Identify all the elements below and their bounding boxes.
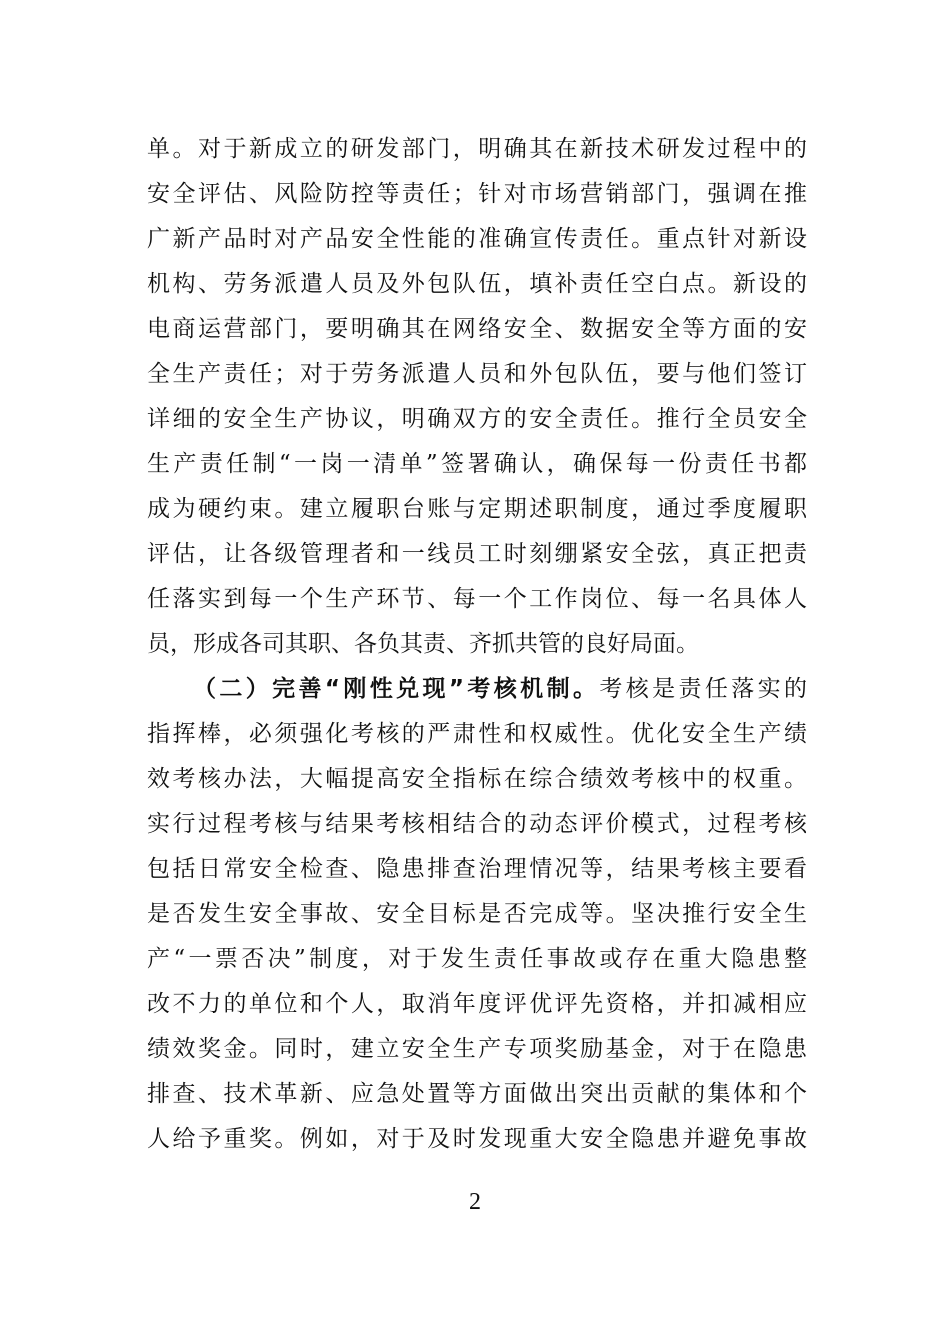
text-line: 安全评估、风险防控等责任；针对市场营销部门，强调在推 bbox=[147, 181, 807, 207]
text-line: 产“一票否决”制度，对于发生责任事故或存在重大隐患整 bbox=[147, 946, 807, 972]
text-line: 机构、劳务派遣人员及外包队伍，填补责任空白点。新设的 bbox=[147, 271, 807, 297]
heading-line-text: 考核是责任落实的 bbox=[599, 676, 807, 702]
text-line: 指挥棒，必须强化考核的严肃性和权威性。优化安全生产绩 bbox=[147, 721, 807, 747]
text-line: 实行过程考核与结果考核相结合的动态评价模式，过程考核 bbox=[147, 811, 807, 837]
paragraph-1 bbox=[147, 127, 807, 667]
section-heading: （二）完善“刚性兑现”考核机制。 bbox=[193, 676, 600, 702]
text-line: 评估，让各级管理者和一线员工时刻绷紧安全弦，真正把责 bbox=[147, 541, 807, 567]
text-line: 广新产品时对产品安全性能的准确宣传责任。重点针对新设 bbox=[147, 226, 807, 252]
text-line: 是否发生安全事故、安全目标是否完成等。坚决推行安全生 bbox=[147, 901, 807, 927]
text-line: 生产责任制“一岗一清单”签署确认，确保每一份责任书都 bbox=[147, 451, 807, 477]
text-line: 电商运营部门，要明确其在网络安全、数据安全等方面的安 bbox=[147, 316, 807, 342]
text-line: 任落实到每一个生产环节、每一个工作岗位、每一名具体人 bbox=[147, 586, 807, 612]
text-line: 改不力的单位和个人，取消年度评优评先资格，并扣减相应 bbox=[147, 991, 807, 1017]
text-line: 成为硬约束。建立履职台账与定期述职制度，通过季度履职 bbox=[147, 496, 807, 522]
text-line: 排查、技术革新、应急处置等方面做出突出贡献的集体和个 bbox=[147, 1081, 807, 1107]
paragraph-first-line bbox=[147, 667, 807, 712]
body-text bbox=[147, 127, 807, 1162]
text-line: 效考核办法，大幅提高安全指标在综合绩效考核中的权重。 bbox=[147, 766, 807, 792]
page-number: 2 bbox=[469, 1189, 481, 1215]
text-line: 绩效奖金。同时，建立安全生产专项奖励基金，对于在隐患 bbox=[147, 1036, 807, 1062]
text-line: 员，形成各司其职、各负其责、齐抓共管的良好局面。 bbox=[147, 631, 699, 657]
text-line: 包括日常安全检查、隐患排查治理情况等，结果考核主要看 bbox=[147, 856, 807, 882]
text-line: 详细的安全生产协议，明确双方的安全责任。推行全员安全 bbox=[147, 406, 807, 432]
paragraph-2 bbox=[147, 667, 807, 1162]
text-line: 人给予重奖。例如，对于及时发现重大安全隐患并避免事故 bbox=[147, 1126, 807, 1152]
text-line: 全生产责任；对于劳务派遣人员和外包队伍，要与他们签订 bbox=[147, 361, 807, 387]
text-line: 单。对于新成立的研发部门，明确其在新技术研发过程中的 bbox=[147, 136, 807, 162]
